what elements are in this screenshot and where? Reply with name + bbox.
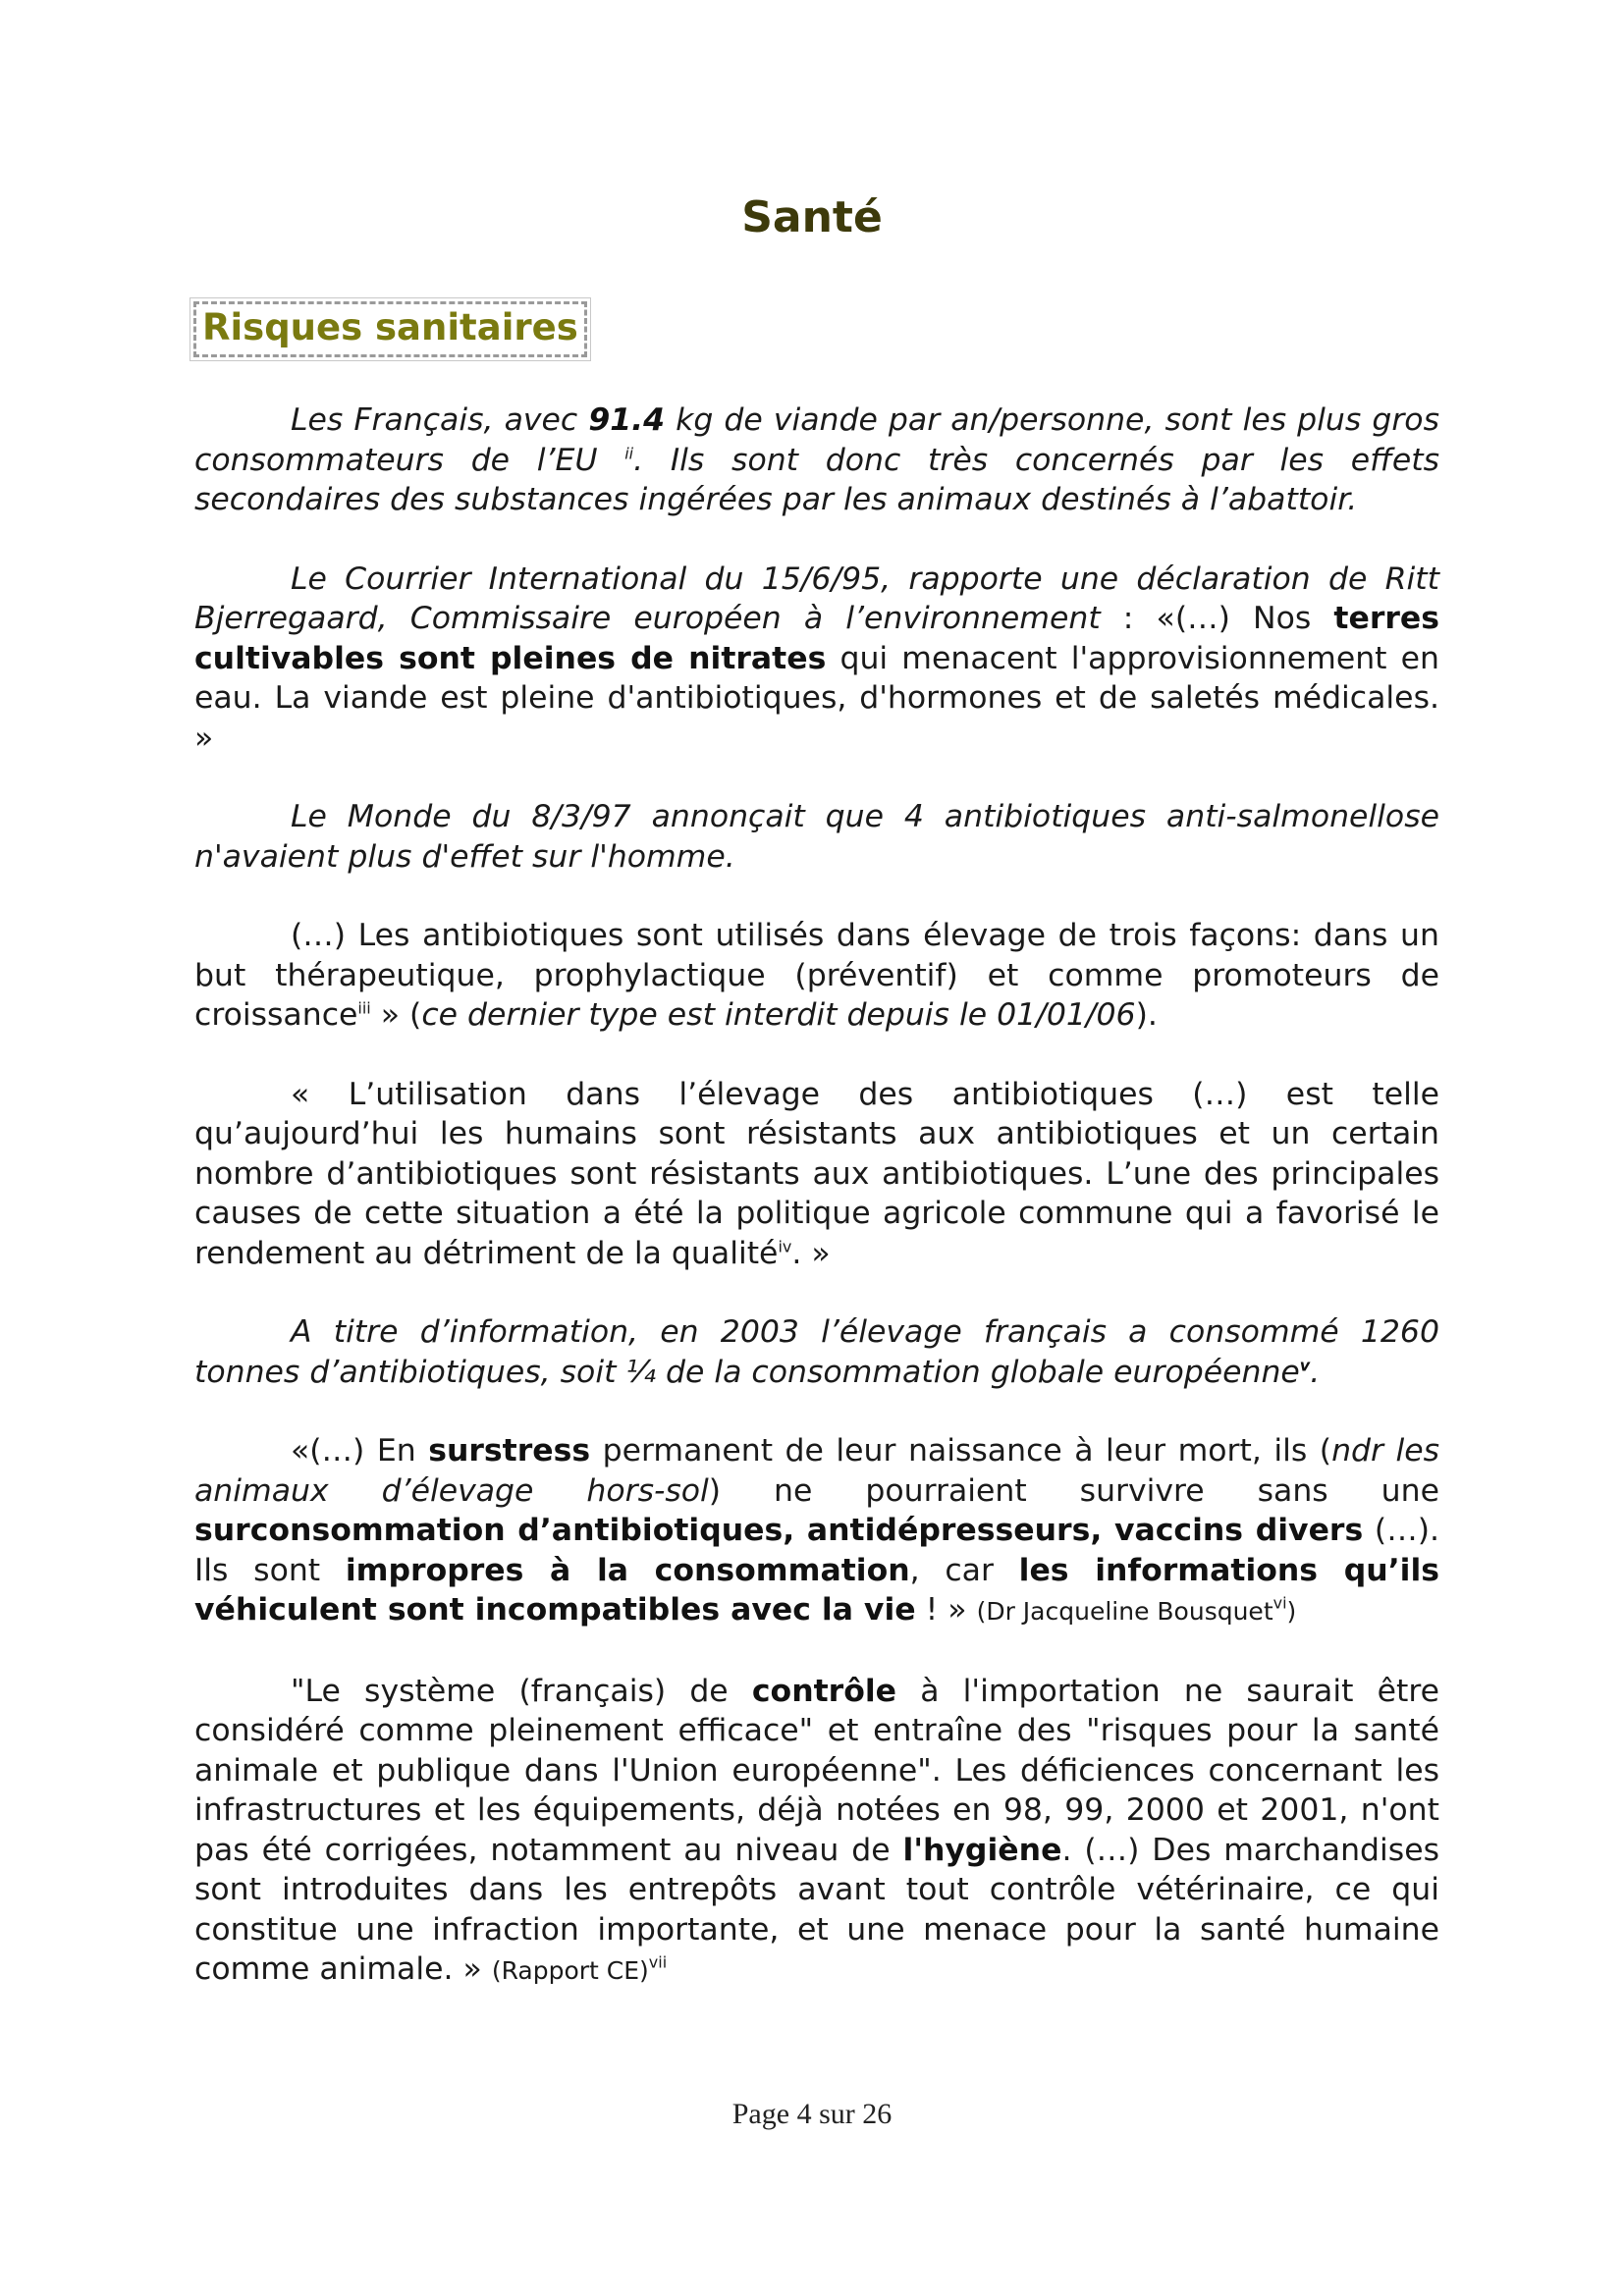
text-run: , car bbox=[909, 1552, 1019, 1588]
text-run: à l'importation ne saurait être considéré comme pleinement efficace" et entraîne des "risques pour la santé animale et publique dans l'Union européenne". Les déficiences concernant les infrastructures et les équipements, déjà notées en 98, 99, 2000 et 2001, n'ont pas été corrigées, notamment au niveau de bbox=[194, 1673, 1439, 1868]
document-body bbox=[194, 400, 1439, 2031]
footnote-ref: ii bbox=[624, 444, 634, 462]
text-run: qui menacent l'approvisionnement en eau. La viande est pleine d'antibiotiques, d'hormones et de saletés médicales. » bbox=[194, 640, 1439, 756]
paragraph-controle bbox=[194, 1672, 1439, 1992]
text-run: . » bbox=[791, 1235, 831, 1271]
paragraph-tonnes bbox=[194, 1312, 1439, 1392]
bold-run: 91.4 bbox=[588, 402, 666, 438]
text-run: . (…) Des marchandises sont introduites dans les entrepôts avant tout contrôle vétérinaire, ce qui constitue une infraction importante, et une menace pour la santé humaine comme animale. » bbox=[194, 1832, 1439, 1987]
footnote-ref: v bbox=[1299, 1356, 1311, 1374]
bold-run: les informations qu’ils véhiculent sont incompatibles avec la vie bbox=[194, 1552, 1439, 1628]
italic-run: ndr les animaux d’élevage hors-sol bbox=[194, 1433, 1440, 1509]
page-footer: Page 4 sur 26 bbox=[731, 2098, 893, 2130]
footnote-ref: iii bbox=[357, 998, 371, 1018]
paragraph-surstress bbox=[194, 1431, 1439, 1632]
text-run: (…) Les antibiotiques sont utilisés dans élevage de trois façons: dans un but thérapeutique, prophylactique (préventif) et comme promoteurs de croissance bbox=[194, 918, 1439, 1033]
text-run: A titre d’information, en 2003 l’élevage français a consommé 1260 tonnes d’antibiotiques, soit ¼ de la consommation globale européenne bbox=[194, 1314, 1439, 1390]
text-run: ). bbox=[1135, 997, 1158, 1033]
paragraph-le-monde bbox=[194, 797, 1439, 877]
text-run: «(…) En bbox=[291, 1433, 429, 1468]
bold-run: terres cultivables sont pleines de nitrates bbox=[194, 601, 1440, 676]
citation-run: ) bbox=[1286, 1597, 1297, 1626]
paragraph-consumption bbox=[194, 400, 1439, 520]
paragraph-courrier bbox=[194, 560, 1439, 759]
bold-run: impropres à la consommation bbox=[345, 1552, 910, 1588]
footnote-ref: iv bbox=[778, 1237, 792, 1255]
text-run: "Le système (français) de bbox=[291, 1673, 752, 1709]
text-run: (…). Ils sont bbox=[194, 1513, 1439, 1588]
page-title: Santé bbox=[741, 192, 883, 242]
paragraph-resistance bbox=[194, 1075, 1439, 1274]
footnote-ref: vii bbox=[648, 1952, 668, 1972]
italic-run: ce dernier type est interdit depuis le 01/01/06 bbox=[421, 997, 1136, 1033]
text-run: kg de viande par an/personne, sont les plus gros consommateurs de l’EU bbox=[194, 402, 1439, 478]
text-run: » ( bbox=[370, 997, 422, 1033]
citation-run: (Dr Jacqueline Bousquet bbox=[976, 1597, 1273, 1626]
text-run: : «(…) Nos bbox=[1100, 601, 1334, 636]
paragraph-antibiotic-uses bbox=[194, 916, 1439, 1036]
citation-run: (Rapport CE) bbox=[491, 1956, 649, 1985]
text-run: . bbox=[1310, 1354, 1321, 1390]
text-run: ! » bbox=[915, 1592, 977, 1628]
text-run: . Ils sont donc très concernés par les effets secondaires des substances ingérées par les animaux destinés à l’abattoir. bbox=[194, 442, 1440, 517]
text-run: ) ne pourraient survivre sans une bbox=[708, 1472, 1439, 1509]
bold-run: surstress bbox=[428, 1433, 591, 1468]
bold-run: surconsommation d’antibiotiques, antidépresseurs, vaccins divers bbox=[194, 1513, 1364, 1548]
footnote-ref: vi bbox=[1272, 1593, 1287, 1613]
text-run: permanent de leur naissance à leur mort, ils ( bbox=[590, 1433, 1332, 1468]
text-run: « L’utilisation dans l’élevage des antibiotiques (…) est telle qu’aujourd’hui les humains sont résistants aux antibiotiques et un certain nombre d’antibiotiques sont résistants aux antibiotiques. L’une des principales causes de cette situation a été la politique agricole commune qui a favorisé le rendement au détriment de la qualité bbox=[194, 1076, 1439, 1271]
section-heading: Risques sanitaires bbox=[193, 301, 587, 357]
bold-run: l'hygiène bbox=[902, 1832, 1062, 1868]
italic-run: Le Courrier International du 15/6/95, rapporte une déclaration de Ritt Bjerregaard, Commissaire européen à l’environnement bbox=[194, 561, 1439, 636]
text-run: Les Français, avec bbox=[291, 402, 589, 438]
bold-run: contrôle bbox=[751, 1673, 897, 1709]
text-run: Le Monde du 8/3/97 annonçait que 4 antibiotiques anti-salmonellose n'avaient plus d'effet sur l'homme. bbox=[194, 799, 1439, 875]
